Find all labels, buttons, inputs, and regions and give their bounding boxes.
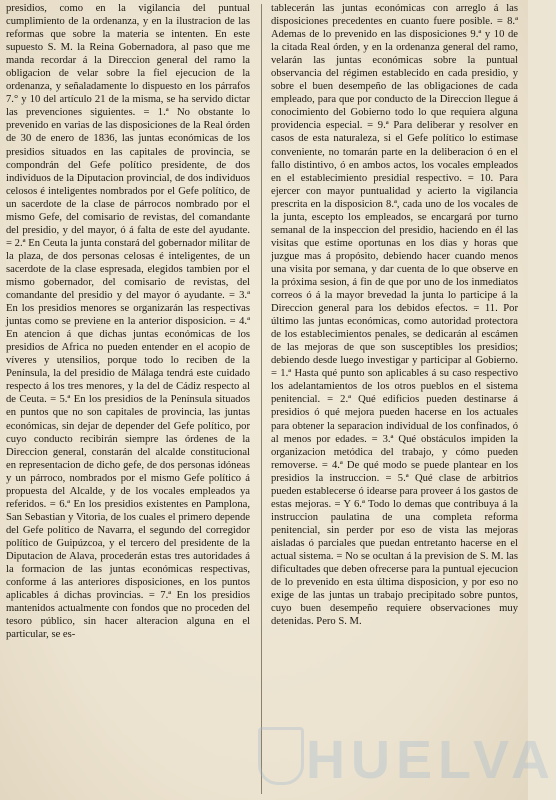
watermark-huelva-mark: HUELVA (306, 730, 556, 790)
library-watermark-icon (258, 707, 556, 797)
watermark-shield-icon (258, 727, 304, 785)
right-column-text: tablecerán las juntas económicas con arreglo á las disposiciones precedentes en cuanto fuere posible. = 8.ª Ademas de lo prevenido en las disposiciones 9.ª y 10 de la citada Real órden, y en la ordenanza general del ramo, velarán las juntas económicas sobre la puntual observancia del régimen establecido en cada presidio, y sobre el buen desempeño de las obligaciones de cada empleado, para que por conducto de la Direccion llegue á conocimiento del Gobierno todo lo que requiera alguna providencia especial. = 9.ª Para deliberar y resolver en casos de esta naturaleza, si el Gefe político lo estimase conveniente, no tomarán parte en la deliberacion ó en el fallo distintivo, ó en ambos actos, los vocales empleados en el establecimiento presidial respectivo. = 10. Para ejercer con mayor puntualidad y acierto la vigilancia prescrita en la disposicion 8.ª, cada uno de los vocales de la junta, escepto los empleados, se encargará por turno semanal de la inspeccion del presidio, haciendo en él las visitas que estime oportunas en los dias y horas que juzgue mas á propósito, debiendo hacer cuando menos una visita por semana, y dar cuenta de lo que observe en la próxima sesion, á fin de que por uno de los inmediatos correos ó á la mayor brevedad la junta lo participe á la Direccion general para los debidos efectos. = 11. Por último las juntas económicas, como autoridad protectora de los establecimientos penales, se dedicarán al escámen de las mejoras de que son susceptibles los presidios; debiendo desde luego investigar y participar al Gobierno. = 1.ª Hasta qué punto son aplicables á su caso respectivo los adelantamientos de los otros pueblos en el sistema penitencial. = 2.ª Qué edificios pueden destinarse á presidios ó qué mejora pueden hacerse en los actuales para obtener la separacion individual de los confinados, ó al menos por edades. = 3.ª Qué obstáculos impiden la organizacion metódica del trabajo, y cómo pueden removerse. = 4.ª De qué modo se puede plantear en los presidios la instruccion. = 5.ª Qué clase de arbitrios pueden establecerse ó idearse para proveer á los gastos de estas mejoras. = Y 6.ª Todo lo demas que contribuya á la instruccion paulatina de una completa reforma penitencial, sin perder por eso de vista las mejoras aisladas ó parciales que puedan entretanto hacerse en el actual sistema. = No se ocultan á la prevision de S. M. las dificultades que deben ofrecerse para la puntual ejecucion de lo prevenido en esta última disposicion, y por eso no exige de las juntas un trabajo precipitado sobre puntos, cuyo buen desempeño requiere observaciones muy detenidas. Pero S. M. (271, 3, 518, 628)
left-column-text: presidios, como en la vigilancia del puntual cumplimiento de la ordenanza, y en la ilustracion de las reformas que sobre la materia se intenten. En este supuesto S. M. la Reina Gobernadora, al paso que me manda recordar á la Direccion general del ramo la obligacion de velar sobre la fiel ejecucion de la ordenanza, y señaladamente lo dispuesto en los párrafos 7.° y 10 del artículo 21 de la misma, se ha servido dictar las prevenciones siguientes. = 1.ª No obstante lo prevenido en varias de las disposiciones de la Real órden de 30 de enero de 1836, las juntas económicas de los presidios situados en las capitales de provincia, se compondrán del Gefe político presidente, de dos individuos de la Diputacion provincial, de dos individuos celosos é inteligentes nombrados por el Gefe político, de un sacerdote de la clase de párrocos nombrado por el mismo Gefe, del comisario de revistas, del comandante del presidio, y del mayor, ó á falta de este del ayudante. = 2.ª En Ceuta la junta constará del gobernador militar de la plaza, de dos personas celosas é inteligentes, de un sacerdote de la clase espresada, elegidos tambien por el mismo gobernador, del comisario de revistas, del comandante del presidio y del mayor ó ayudante. = 3.ª En los presidios menores se organizarán las respectivas juntas como se previene en la anterior disposicion. = 4.ª En atencion á que dichas juntas económicas de los presidios de Africa no pueden entender en el acopio de víveres y utensilios, porque todo lo reciben de la Península, la del presidio de Málaga tendrá este cuidado respecto á los tres menores, y la del de Cádiz respecto al de Ceuta. = 5.ª En los presidios de la Península situados en puntos que no son capitales de provincia, las juntas económicas, sin dejar de depender del Gefe político, por cuyo conducto recibirán siempre las órdenes de la Direccion general, constarán del alcalde constitucional en representacion de dicho gefe, de dos personas idóneas y un párroco, nombrados por el mismo Gefe político á propuesta del Alcalde, y de los vocales empleados ya referidos. = 6.ª En los presidios existentes en Pamplona, San Sebastian y Vitoria, de los cuales el primero depende del Gefe político de Navarra, el segundo del corregidor político de Guipúzcoa, y el tercero del presidente de la Diputacion de Alava, procederán estas tres autoridades á la formacion de las juntas económicas respectivas, conforme á las anteriores disposiciones, en los puntos aplicables á dichas provincias. = 7.ª En los presidios mantenidos actualmente con fondos que no proceden del tesoro público, sin hacer alteracion alguna en el particular, se es- (6, 3, 250, 641)
column-divider (261, 4, 262, 794)
text-column-left (6, 2, 250, 641)
text-column-right (271, 2, 518, 628)
